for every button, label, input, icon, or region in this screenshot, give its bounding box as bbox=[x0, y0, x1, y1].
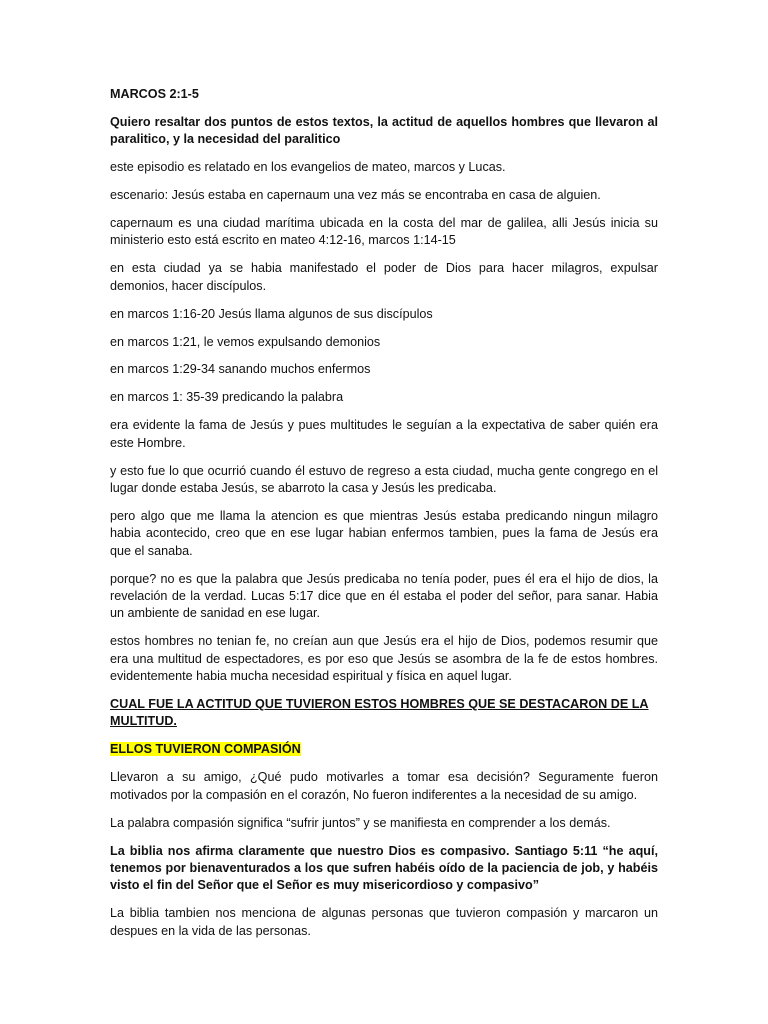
paragraph-capernaum: capernaum es una ciudad marítima ubicada en la costa del mar de galilea, alli Jesús inicia su ministerio esto está escrito en mateo 4:12-16, marcos 1:14-15 bbox=[110, 216, 658, 248]
paragraph-atencion: pero algo que me llama la atencion es que mientras Jesús estaba predicando ningun milagro habia acontecido, creo que en ese lugar habian enfermos tambien, pues la fama de Jesús era que el sanaba. bbox=[110, 508, 658, 558]
paragraph-llevaron: Llevaron a su amigo, ¿Qué pudo motivarles a tomar esa decisión? Seguramente fueron motivados por la compasión en el corazón, No fueron indiferentes a la necesidad de su amigo. bbox=[110, 770, 658, 802]
document-title: MARCOS 2:1-5 bbox=[110, 87, 199, 101]
section-heading: CUAL FUE LA ACTITUD QUE TUVIERON ESTOS HOMBRES QUE SE DESTACARON DE LA MULTITUD. bbox=[110, 697, 649, 729]
intro-paragraph: Quiero resaltar dos puntos de estos textos, la actitud de aquellos hombres que llevaron al paralitico, y la necesidad del paralitico bbox=[110, 114, 658, 147]
paragraph-espectadores: estos hombres no tenian fe, no creían aun que Jesús era el hijo de Dios, podemos resumir que era una multitud de espectadores, es por eso que Jesús se asombra de la fe de estos hombres. evidentemente habia mucha necesidad espiritual y física en aquel lugar. bbox=[110, 634, 658, 684]
paragraph-final: La biblia tambien nos menciona de algunas personas que tuvieron compasión y marcaron un despues en la vida de las personas. bbox=[110, 906, 658, 938]
paragraph-marcos-1-16: en marcos 1:16-20 Jesús llama algunos de sus discípulos bbox=[110, 306, 433, 321]
highlighted-heading: ELLOS TUVIERON COMPASIÓN bbox=[110, 742, 301, 757]
paragraph-bible-quote: La biblia nos afirma claramente que nuestro Dios es compasivo. Santiago 5:11 “he aquí, tenemos por bienaventurados a los que sufren habéis oído de la paciencia de job, y habéis visto el fin del Señor que el Señor es muy misericordioso y compasivo” bbox=[110, 843, 658, 893]
document-page bbox=[110, 86, 658, 951]
highlighted-heading-wrapper bbox=[110, 741, 658, 758]
paragraph-poder-de-dios: en esta ciudad ya se habia manifestado el poder de Dios para hacer milagros, expulsar demonios, hacer discípulos. bbox=[110, 261, 658, 293]
paragraph-marcos-1-35: en marcos 1: 35-39 predicando la palabra bbox=[110, 390, 344, 405]
paragraph-regreso: y esto fue lo que ocurrió cuando él estuvo de regreso a esta ciudad, mucha gente congrego en el lugar donde estaba Jesús, se abarroto la casa y Jesús les predicaba. bbox=[110, 463, 658, 495]
paragraph-porque: porque? no es que la palabra que Jesús predicaba no tenía poder, pues él era el hijo de dios, la revelación de la verdad. Lucas 5:17 dice que en él estaba el poder del señor, para sanar. Habia un ambiente de sanidad en ese lugar. bbox=[110, 571, 658, 621]
paragraph-marcos-1-29: en marcos 1:29-34 sanando muchos enfermos bbox=[110, 362, 371, 377]
paragraph-evangelios: este episodio es relatado en los evangelios de mateo, marcos y Lucas. bbox=[110, 160, 506, 175]
paragraph-fama: era evidente la fama de Jesús y pues multitudes le seguían a la expectativa de saber quién era este Hombre. bbox=[110, 418, 658, 450]
paragraph-compasion-significa: La palabra compasión significa “sufrir juntos” y se manifiesta en comprender a los demás. bbox=[110, 815, 611, 830]
paragraph-escenario: escenario: Jesús estaba en capernaum una vez más se encontraba en casa de alguien. bbox=[110, 188, 601, 203]
paragraph-marcos-1-21: en marcos 1:21, le vemos expulsando demonios bbox=[110, 334, 381, 349]
